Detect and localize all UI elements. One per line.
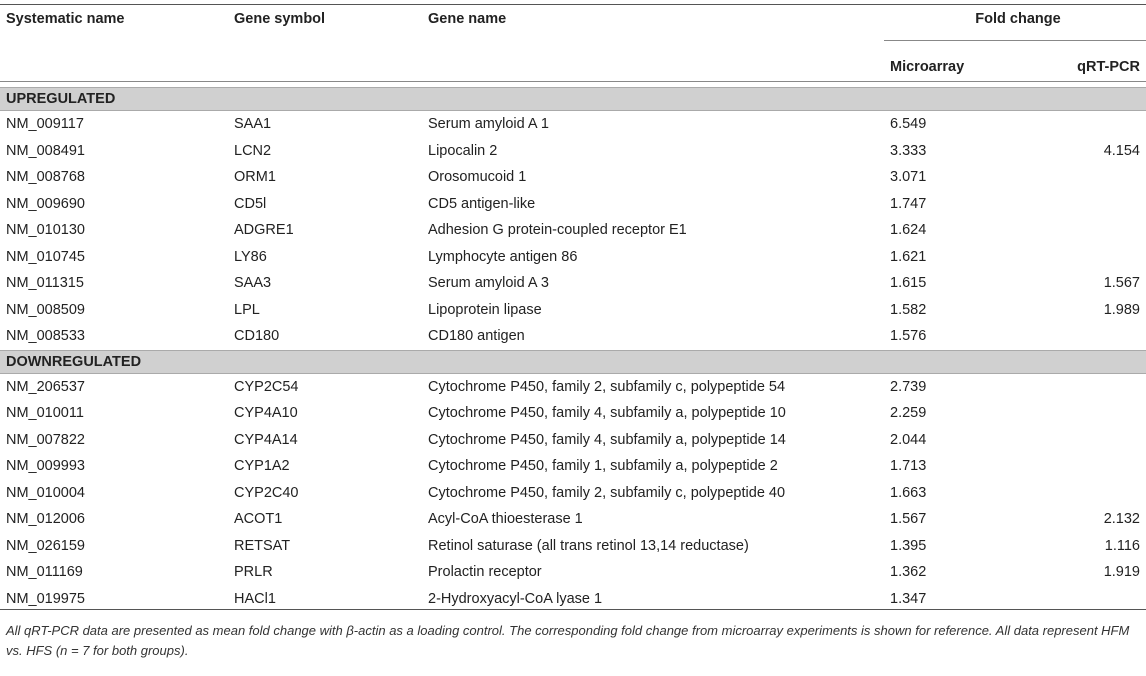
gene-name-cell: CD5 antigen-like [428,195,536,212]
systematic-name-cell: NM_009690 [6,195,85,212]
gene-symbol-cell: CD180 [234,328,280,345]
gene-name-cell: Prolactin receptor [428,564,542,581]
section-title: DOWNREGULATED [0,350,1146,373]
gene-symbol-cell: SAA1 [234,116,272,133]
microarray-cell: 2.259 [890,405,927,422]
qrt-pcr-cell: 4.154 [1103,142,1140,159]
gene-name-cell: Serum amyloid A 3 [428,275,549,292]
systematic-name-cell: NM_009993 [6,458,85,475]
gene-symbol-cell: CYP4A10 [234,405,298,422]
gene-name-cell: Orosomucoid 1 [428,169,527,186]
systematic-name-cell: NM_009117 [6,116,84,133]
gene-name-cell: Cytochrome P450, family 4, subfamily a, polypeptide 10 [428,405,786,422]
systematic-name-cell: NM_010011 [6,405,84,422]
gene-name-cell: 2-Hydroxyacyl-CoA lyase 1 [428,590,603,607]
gene-name-cell: Cytochrome P450, family 2, subfamily c, polypeptide 40 [428,484,786,501]
microarray-cell: 1.362 [890,564,927,581]
gene-symbol-cell: CYP2C54 [234,378,299,395]
header-fold-change: Fold change [975,11,1061,27]
qrt-pcr-cell [1041,191,1146,218]
table-row [0,400,1146,427]
gene-symbol-cell: CYP1A2 [234,458,290,475]
table-row [0,427,1146,454]
gene-symbol-cell: HACl1 [234,590,276,607]
qrt-pcr-cell: 2.132 [1103,511,1140,528]
table-body [0,88,1146,613]
table-row [0,191,1146,218]
microarray-cell: 1.621 [890,248,927,265]
microarray-cell: 1.576 [890,328,927,345]
microarray-cell: 3.333 [890,142,927,159]
gene-name-cell: Adhesion G protein-coupled receptor E1 [428,222,687,239]
gene-name-cell: Cytochrome P450, family 4, subfamily a, polypeptide 14 [428,431,786,448]
systematic-name-cell: NM_012006 [6,511,85,528]
table-row [0,453,1146,480]
gene-name-cell: Lipocalin 2 [428,142,498,159]
table-row [0,506,1146,533]
gene-name-cell: Serum amyloid A 1 [428,116,549,133]
qrt-pcr-cell: 1.989 [1103,301,1140,318]
systematic-name-cell: NM_007822 [6,431,85,448]
header-row-2 [0,47,1146,88]
microarray-cell: 3.071 [890,169,927,186]
microarray-cell: 1.713 [890,458,927,475]
header-qrt-pcr: qRT-PCR [1077,59,1140,75]
qrt-pcr-cell [1041,244,1146,271]
gene-symbol-cell: ADGRE1 [234,222,294,239]
gene-symbol-cell: CYP4A14 [234,431,298,448]
qrt-pcr-cell [1041,111,1146,138]
microarray-cell: 2.739 [890,378,927,395]
qrt-pcr-cell [1041,400,1146,427]
gene-name-cell: Acyl-CoA thioesterase 1 [428,511,583,528]
gene-name-cell: Cytochrome P450, family 1, subfamily a, polypeptide 2 [428,458,778,475]
microarray-cell: 6.549 [890,116,927,133]
table-row [0,164,1146,191]
table-row [0,480,1146,507]
systematic-name-cell: NM_008768 [6,169,85,186]
header-row-1 [0,0,1146,47]
qrt-pcr-cell [1041,427,1146,454]
qrt-pcr-cell [1041,217,1146,244]
microarray-cell: 1.663 [890,484,927,501]
gene-name-cell: Cytochrome P450, family 2, subfamily c, polypeptide 54 [428,378,786,395]
gene-symbol-cell: RETSAT [234,537,291,554]
systematic-name-cell: NM_010004 [6,484,85,501]
table-row [0,138,1146,165]
systematic-name-cell: NM_206537 [6,378,85,395]
gene-name-cell: CD180 antigen [428,328,525,345]
table-row [0,297,1146,324]
table-row [0,323,1146,350]
table-row [0,217,1146,244]
systematic-name-cell: NM_010130 [6,222,85,239]
gene-symbol-cell: PRLR [234,564,273,581]
systematic-name-cell: NM_019975 [6,590,85,607]
gene-symbol-cell: LPL [234,301,260,318]
table-row [0,270,1146,297]
microarray-cell: 1.582 [890,301,927,318]
table-row [0,533,1146,560]
qrt-pcr-cell: 1.919 [1103,564,1140,581]
systematic-name-cell: NM_011315 [6,275,84,292]
table-row [0,373,1146,400]
gene-symbol-cell: LCN2 [234,142,272,159]
gene-name-cell: Lymphocyte antigen 86 [428,248,578,265]
header-microarray: Microarray [890,59,965,75]
section-header-row [0,88,1146,111]
table-row [0,111,1146,138]
systematic-name-cell: NM_026159 [6,537,85,554]
qrt-pcr-cell [1041,453,1146,480]
qrt-pcr-cell: 1.116 [1104,537,1140,554]
section-header-row [0,350,1146,373]
section-title: UPREGULATED [0,88,1146,111]
systematic-name-cell: NM_008509 [6,301,85,318]
microarray-cell: 2.044 [890,431,927,448]
bottom-rule [0,609,1146,610]
header-gene-symbol: Gene symbol [234,11,326,27]
qrt-pcr-cell [1041,323,1146,350]
gene-symbol-cell: SAA3 [234,275,272,292]
systematic-name-cell: NM_008491 [6,142,85,159]
qrt-pcr-cell [1041,480,1146,507]
qrt-pcr-cell: 1.567 [1103,275,1140,292]
qrt-pcr-cell [1041,373,1146,400]
gene-symbol-cell: ACOT1 [234,511,283,528]
systematic-name-cell: NM_010745 [6,248,85,265]
table-row [0,244,1146,271]
header-systematic-name: Systematic name [6,11,125,27]
microarray-cell: 1.347 [890,590,927,607]
gene-name-cell: Lipoprotein lipase [428,301,542,318]
systematic-name-cell: NM_008533 [6,328,85,345]
gene-symbol-cell: LY86 [234,248,267,265]
microarray-cell: 1.615 [890,275,927,292]
qrt-pcr-cell [1041,164,1146,191]
microarray-cell: 1.624 [890,222,927,239]
microarray-cell: 1.747 [890,195,927,212]
microarray-cell: 1.395 [890,537,927,554]
gene-name-cell: Retinol saturase (all trans retinol 13,14 reductase) [428,537,749,554]
footnote: All qRT-PCR data are presented as mean fold change with β-actin as a loading control. The corresponding fold change from microarray experiments is shown for reference. All data represent HFM vs. HFS (n = 7 for both groups). [6,623,1130,658]
systematic-name-cell: NM_011169 [6,564,83,581]
microarray-cell: 1.567 [890,511,927,528]
table-row [0,559,1146,586]
gene-symbol-cell: ORM1 [234,169,276,186]
gene-symbol-cell: CD5l [234,195,267,212]
gene-symbol-cell: CYP2C40 [234,484,299,501]
header-gene-name: Gene name [428,11,507,27]
